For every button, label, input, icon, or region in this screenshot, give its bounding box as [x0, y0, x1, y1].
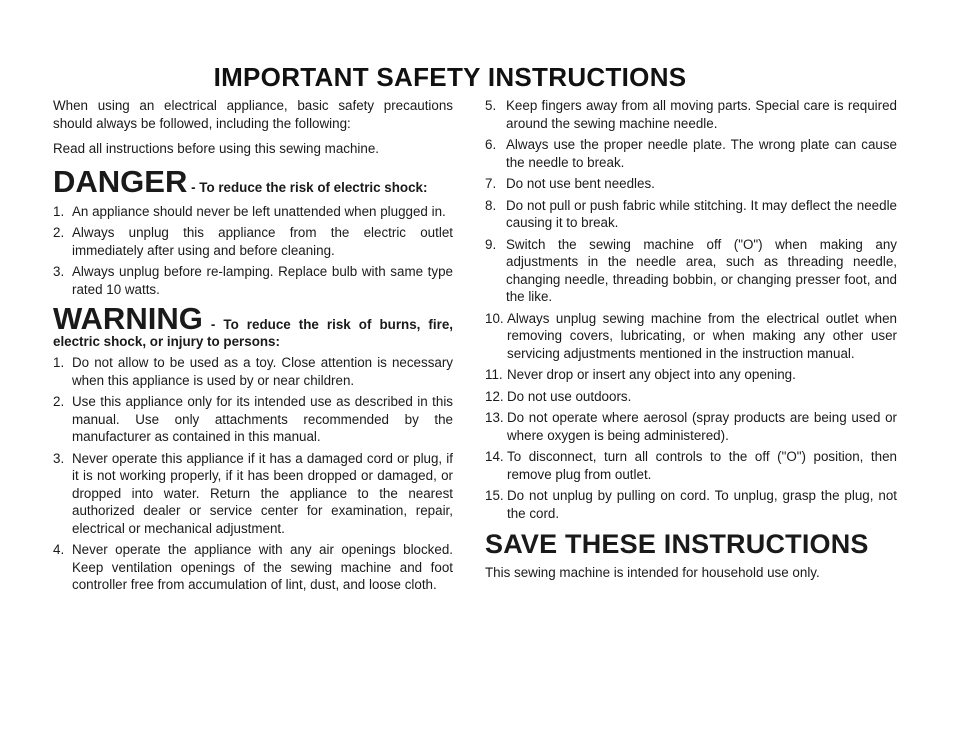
item-number: 6. [485, 137, 497, 152]
household-use-note: This sewing machine is intended for household use only. [485, 564, 820, 580]
item-number: 2. [53, 394, 65, 409]
right-column [485, 97, 897, 581]
list-item [485, 197, 897, 232]
list-item [485, 175, 897, 193]
item-text: Do not unplug by pulling on cord. To unplug, grasp the plug, not the cord. [507, 488, 897, 521]
item-text: Always unplug sewing machine from the electrical outlet when removing covers, lubricating, or when making any other user servicing adjustments mentioned in the instruction manual. [507, 310, 897, 361]
list-item [485, 236, 897, 306]
item-text: Use this appliance only for its intended use as described in this manual. Use only attachments recommended by the manufacturer as contained in this manual. [72, 394, 453, 444]
item-text: Keep fingers away from all moving parts. Special care is required around the sewing machine needle. [506, 98, 897, 131]
item-text: Never operate this appliance if it has a damaged cord or plug, if it is not working properly, if it has been dropped or damaged, or dropped into water. Return the appliance to the nearest authorized dealer or service center for examination, repair, electrical or mechanical adjustment. [72, 450, 453, 536]
item-text: Never drop or insert any object into any opening. [507, 367, 796, 382]
item-text: An appliance should never be left unattended when plugged in. [72, 203, 446, 219]
list-item [485, 97, 897, 132]
item-number: 14. [485, 449, 504, 464]
item-number: 1. [53, 355, 65, 370]
danger-heading [53, 163, 453, 199]
item-number: 2. [53, 225, 65, 240]
intro-paragraph: When using an electrical appliance, basic safety precautions should always be followed, including the following: [53, 98, 453, 131]
item-number: 8. [485, 197, 497, 213]
warning-heading [53, 301, 453, 350]
item-text: Always use the proper needle plate. The wrong plate can cause the needle to break. [506, 137, 897, 170]
list-item [485, 448, 897, 483]
item-text: Do not use outdoors. [507, 388, 632, 404]
list-item [485, 136, 897, 171]
warning-subtitle: - To reduce the risk of burns, fire, electric shock, or injury to persons: [53, 317, 453, 349]
item-number: 12. [485, 388, 504, 404]
danger-subtitle: - To reduce the risk of electric shock: [191, 179, 428, 195]
list-item [485, 409, 897, 444]
item-number: 3. [53, 264, 65, 279]
list-item [53, 450, 453, 538]
item-number: 10. [485, 310, 504, 326]
danger-list [53, 203, 453, 299]
item-number: 1. [53, 203, 65, 219]
item-text: Switch the sewing machine off ("O") when making any adjustments in the needle area, such as threading needle, changing needle, threading bobbin, or changing presser foot, and the like. [506, 236, 897, 304]
list-item [485, 310, 897, 363]
list-item [53, 541, 453, 594]
item-text: Never operate the appliance with any air openings blocked. Keep ventilation openings of the sewing machine and foot controller free from accumulation of lint, dust, and loose cloth. [72, 542, 453, 592]
continued-list [485, 97, 897, 522]
left-column [53, 97, 453, 598]
read-instructions-paragraph: Read all instructions before using this sewing machine. [53, 141, 380, 156]
item-number: 4. [53, 542, 65, 557]
item-number: 13. [485, 410, 504, 425]
item-text: Do not operate where aerosol (spray products are being used or where oxygen is being administered). [507, 410, 897, 443]
list-item [53, 263, 453, 298]
warning-word: WARNING [53, 301, 203, 336]
item-number: 11. [485, 367, 503, 382]
list-item [53, 393, 453, 446]
list-item [53, 354, 453, 389]
item-text: Do not pull or push fabric while stitching. It may deflect the needle causing it to break. [506, 197, 897, 230]
item-text: Do not use bent needles. [506, 176, 655, 191]
save-instructions-heading: SAVE THESE INSTRUCTIONS [485, 529, 869, 559]
list-item [485, 487, 897, 522]
item-text: Do not allow to be used as a toy. Close attention is necessary when this appliance is used by or near children. [72, 355, 453, 388]
item-number: 7. [485, 176, 497, 191]
warning-list [53, 354, 453, 594]
item-number: 9. [485, 236, 497, 252]
list-item [485, 366, 897, 384]
list-item [53, 203, 453, 221]
item-text: Always unplug before re-lamping. Replace bulb with same type rated 10 watts. [72, 264, 453, 297]
page-title: IMPORTANT SAFETY INSTRUCTIONS [213, 62, 687, 92]
item-number: 3. [53, 450, 65, 466]
item-number: 15. [485, 488, 504, 503]
item-text: Always unplug this appliance from the electric outlet immediately after using and before cleaning. [72, 225, 453, 258]
item-number: 5. [485, 98, 497, 113]
list-item [53, 224, 453, 259]
item-text: To disconnect, turn all controls to the off ("O") position, then remove plug from outlet. [507, 449, 897, 482]
list-item [485, 388, 897, 406]
danger-word: DANGER [53, 163, 188, 199]
